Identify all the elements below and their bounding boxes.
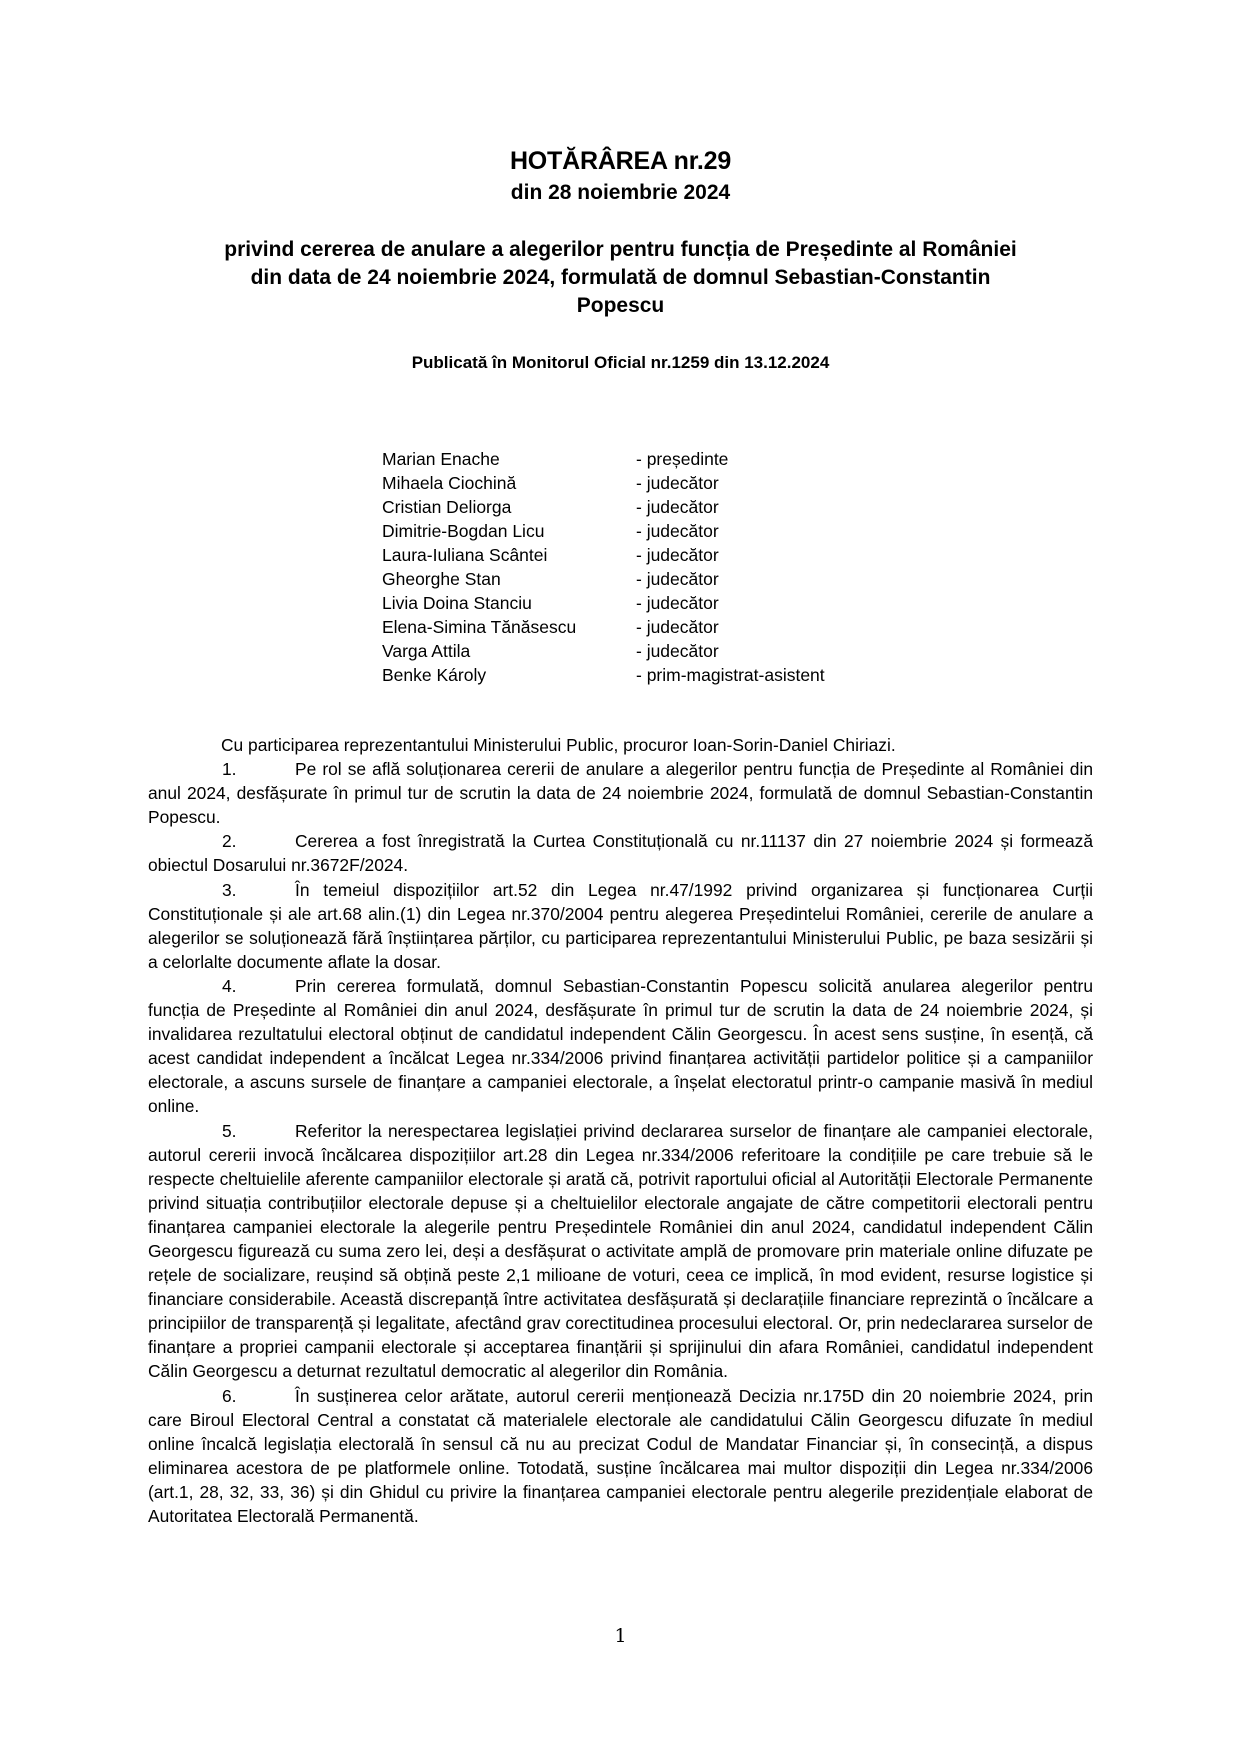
panel-member (382, 663, 942, 687)
paragraph-text: În temeiul dispozițiilor art.52 din Legea nr.47/1992 privind organizarea și funcționarea Curții Constituționale și ale art.68 alin.(1) din Legea nr.370/2004 pentru alegerea Președintelui României, cererile de anulare a alegerilor se soluționează fără înștiințarea părților, cu participarea reprezentantului Ministerului Public, pe baza sesizării și a celorlalte documente aflate la dosar. (148, 879, 1093, 972)
member-name: Elena-Simina Tănăsescu (382, 617, 577, 637)
publication-note: Publicată în Monitorul Oficial nr.1259 din 13.12.2024 (411, 353, 830, 372)
page-number: 1 (614, 1625, 627, 1647)
paragraph-text: Prin cererea formulată, domnul Sebastian-Constantin Popescu solicită anularea alegerilor pentru funcția de Președinte al României din anul 2024, desfășurate în primul tur de scrutin la data de 24 noiembrie 2024, și invalidarea rezultatului electoral obținut de candidatul independent Călin Georgescu. În acest sens susține, în esență, că acest candidat independent a încălcat Legea nr.334/2006 privind finanțarea activității partidelor politice și a campaniilor electorale, a ascuns sursele de finanțare a campaniei electorale, a înșelat electoratul printr-o campanie masivă în mediul online. (148, 975, 1093, 1117)
member-role: - prim-magistrat-asistent (636, 665, 825, 685)
panel-member (382, 519, 942, 543)
member-role: - judecător (636, 641, 719, 661)
numbered-paragraph-6 (148, 1384, 1093, 1529)
paragraph-number: 6. (222, 1385, 237, 1406)
paragraph-number: 3. (222, 879, 237, 900)
numbered-paragraph-4 (148, 974, 1093, 1119)
decision-date: din 28 noiembrie 2024 (510, 181, 731, 204)
subject-line: privind cererea de anulare a alegerilor pentru funcția de Președinte al României (224, 238, 1017, 261)
decision-body (148, 733, 1093, 1528)
paragraph-number: 4. (222, 975, 237, 996)
panel-member (382, 615, 942, 639)
decision-title: HOTĂRÂREA nr.29 (509, 147, 732, 175)
judges-panel (382, 447, 942, 687)
decision-subject (140, 236, 1101, 320)
panel-member (382, 543, 942, 567)
member-name: Marian Enache (382, 449, 500, 469)
paragraph-text: Pe rol se află soluționarea cererii de anulare a alegerilor pentru funcția de Președinte al României din anul 2024, desfășurate în primul tur de scrutin la data de 24 noiembrie 2024, formulată de domnul Sebastian-Constantin Popescu. (148, 759, 1093, 828)
panel-member (382, 591, 942, 615)
member-name: Gheorghe Stan (382, 569, 501, 589)
member-role: - președinte (636, 449, 729, 469)
intro-paragraph: Cu participarea reprezentantului Ministerului Public, procuror Ioan-Sorin-Daniel Chiriazi. (221, 735, 896, 755)
member-role: - judecător (636, 497, 719, 517)
paragraph-text: Referitor la nerespectarea legislației privind declararea surselor de finanțare ale campaniei electorale, autorul cererii invocă încălcarea dispozițiilor art.28 din Legea nr.334/2006 referitoare la condițiile pe care trebuie să le respecte cheltuielile aferente campaniilor electorale și arată că, potrivit raportului oficial al Autorității Electorale Permanente privind situația contribuțiilor electorale depuse și a cheltuielilor electorale angajate de către competitorii electorali pentru finanțarea campaniei electorale la alegerile pentru Președintele României din anul 2024, candidatul independent Călin Georgescu figurează cu suma zero lei, deși a desfășurat o activitate amplă de promovare prin materiale online difuzate pe rețele de socializare, reușind să obțină peste 2,1 milioane de voturi, ceea ce implică, în mod evident, resurse logistice și financiare considerabile. Această discrepanță între activitatea desfășurată și declarațiile financiare reprezintă o încălcare a principiilor de transparență și legalitate, afectând grav corectitudinea procesului electoral. Or, prin nedeclararea surselor de finanțare a propriei campanii electorale și acceptarea finanțării și sprijinului din afara României, candidatul independent Călin Georgescu a deturnat rezultatul democratic al alegerilor din România. (148, 1120, 1093, 1382)
member-name: Livia Doina Stanciu (382, 593, 532, 613)
member-name: Laura-Iuliana Scântei (382, 545, 548, 565)
member-role: - judecător (636, 593, 719, 613)
paragraph-text: În susținerea celor arătate, autorul cererii menționează Decizia nr.175D din 20 noiembrie 2024, prin care Biroul Electoral Central a constatat că materialele electorale ale candidatului Călin Georgescu difuzate în mediul online încalcă legislația electorală în sensul că nu au precizat Codul de Mandatar Financiar și, în consecință, a dispus eliminarea acestora de pe platformele online. Totodată, susține încălcarea mai multor dispoziții din Legea nr.334/2006 (art.1, 28, 32, 33, 36) și din Ghidul cu privire la finanțarea campaniei electorale pentru alegerile prezidențiale elaborat de Autoritatea Electorală Permanentă. (148, 1385, 1093, 1526)
member-name: Mihaela Ciochină (382, 473, 517, 493)
member-name: Cristian Deliorga (382, 497, 512, 517)
numbered-paragraph-1 (148, 757, 1093, 829)
member-name: Varga Attila (382, 641, 471, 661)
member-role: - judecător (636, 569, 719, 589)
paragraph-number: 2. (222, 831, 237, 852)
panel-member (382, 639, 942, 663)
member-role: - judecător (636, 617, 719, 637)
numbered-paragraph-2 (148, 829, 1093, 877)
member-role: - judecător (636, 521, 719, 541)
paragraph-text: Cererea a fost înregistrată la Curtea Constituțională cu nr.11137 din 27 noiembrie 2024 și formează obiectul Dosarului nr.3672F/2024. (148, 831, 1093, 876)
paragraph-number: 1. (222, 759, 237, 780)
paragraph-number: 5. (222, 1120, 237, 1141)
panel-member (382, 495, 942, 519)
panel-member (382, 471, 942, 495)
subject-line: Popescu (576, 294, 665, 317)
member-name: Benke Károly (382, 665, 487, 685)
subject-line: din data de 24 noiembrie 2024, formulată de domnul Sebastian-Constantin (250, 266, 991, 289)
member-role: - judecător (636, 545, 719, 565)
numbered-paragraph-5 (148, 1119, 1093, 1384)
member-name: Dimitrie-Bogdan Licu (382, 521, 545, 541)
panel-member (382, 447, 942, 471)
member-role: - judecător (636, 473, 719, 493)
numbered-paragraph-3 (148, 878, 1093, 974)
panel-member (382, 567, 942, 591)
